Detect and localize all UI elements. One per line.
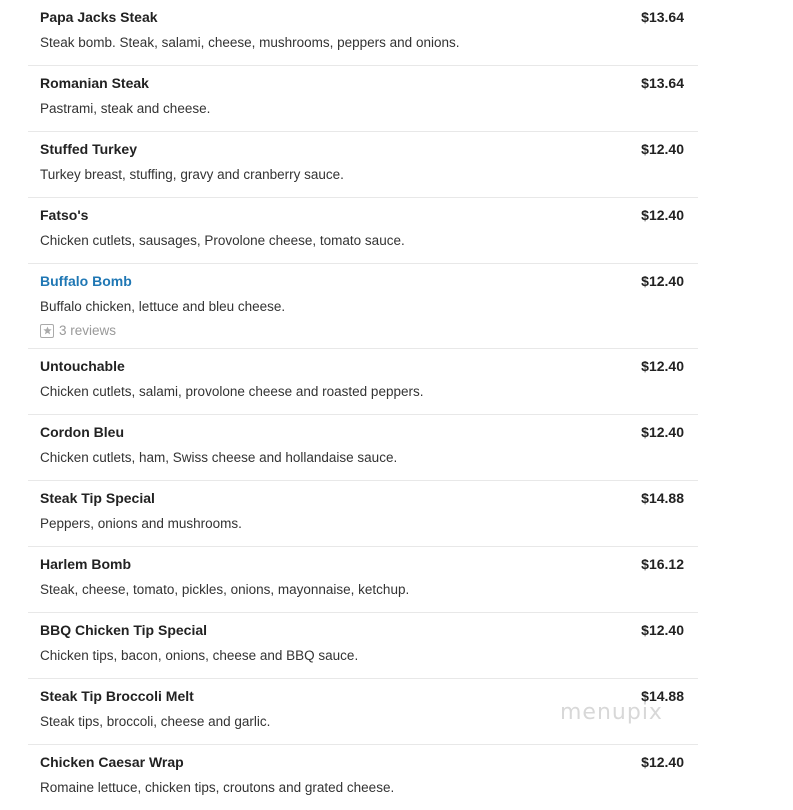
menu-item <box>28 415 698 481</box>
item-description: Romaine lettuce, chicken tips, croutons and grated cheese. <box>40 780 395 795</box>
menu-item <box>28 66 698 132</box>
item-name: Romanian Steak <box>40 75 149 91</box>
item-name: Fatso's <box>40 207 89 223</box>
item-price: $16.12 <box>641 556 684 572</box>
item-price: $13.64 <box>641 75 684 91</box>
item-description: Steak tips, broccoli, cheese and garlic. <box>40 714 271 729</box>
item-price: $12.40 <box>641 273 684 289</box>
item-price: $12.40 <box>641 141 684 157</box>
item-name: Steak Tip Special <box>40 490 155 506</box>
menu-list <box>28 0 698 810</box>
item-description: Peppers, onions and mushrooms. <box>40 516 242 531</box>
item-description: Chicken cutlets, ham, Swiss cheese and hollandaise sauce. <box>40 450 398 465</box>
item-description: Pastrami, steak and cheese. <box>40 101 211 116</box>
reviews-count: 3 reviews <box>59 323 117 338</box>
item-name: Cordon Bleu <box>40 424 124 440</box>
item-name: Untouchable <box>40 358 125 374</box>
item-price: $13.64 <box>641 9 684 25</box>
menu-item <box>28 198 698 264</box>
item-price: $14.88 <box>641 490 684 506</box>
item-name: Steak Tip Broccoli Melt <box>40 688 194 704</box>
menu-item <box>28 349 698 415</box>
item-description: Chicken tips, bacon, onions, cheese and BBQ sauce. <box>40 648 359 663</box>
star-icon <box>40 324 54 338</box>
menupix-watermark: menupix <box>560 700 663 725</box>
item-price: $12.40 <box>641 424 684 440</box>
item-description: Steak bomb. Steak, salami, cheese, mushrooms, peppers and onions. <box>40 35 460 50</box>
item-name: Chicken Caesar Wrap <box>40 754 184 770</box>
menu-item <box>28 745 698 810</box>
item-price: $12.40 <box>641 622 684 638</box>
menu-item <box>28 132 698 198</box>
item-price: $12.40 <box>641 207 684 223</box>
item-price: $14.88 <box>641 688 684 704</box>
item-description: Steak, cheese, tomato, pickles, onions, mayonnaise, ketchup. <box>40 582 410 597</box>
item-name: Harlem Bomb <box>40 556 132 572</box>
menu-item <box>28 613 698 679</box>
item-name: Papa Jacks Steak <box>40 9 158 25</box>
item-name: Stuffed Turkey <box>40 141 137 157</box>
reviews-link[interactable] <box>40 323 116 338</box>
item-description: Chicken cutlets, salami, provolone cheese and roasted peppers. <box>40 384 424 399</box>
menu-item <box>28 264 698 349</box>
menu-item <box>28 547 698 613</box>
item-description: Turkey breast, stuffing, gravy and cranberry sauce. <box>40 167 344 182</box>
item-description: Chicken cutlets, sausages, Provolone cheese, tomato sauce. <box>40 233 405 248</box>
item-description: Buffalo chicken, lettuce and bleu cheese. <box>40 299 286 314</box>
item-price: $12.40 <box>641 754 684 770</box>
menu-item <box>28 0 698 66</box>
item-price: $12.40 <box>641 358 684 374</box>
item-name-link[interactable]: Buffalo Bomb <box>40 273 132 289</box>
item-name: BBQ Chicken Tip Special <box>40 622 208 638</box>
menu-item <box>28 481 698 547</box>
